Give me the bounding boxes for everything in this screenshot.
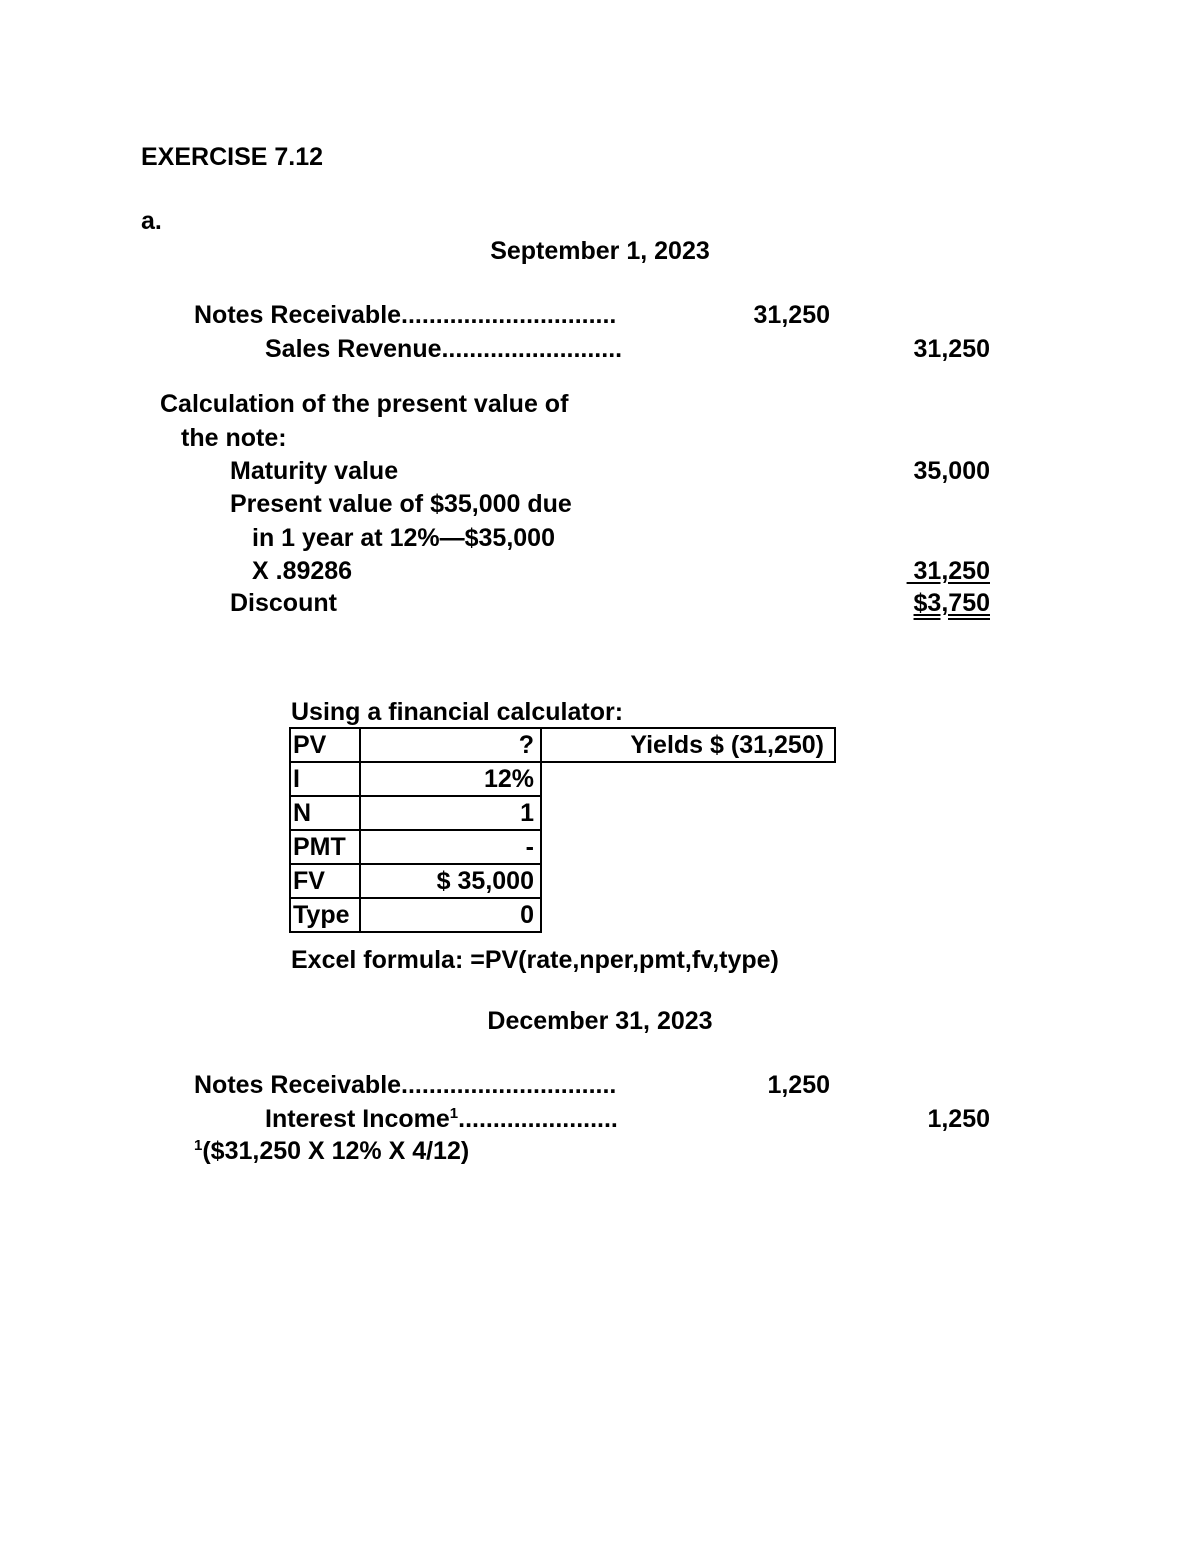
table-cell-value: ? — [360, 728, 541, 762]
table-cell-value: $ 35,000 — [360, 864, 541, 898]
pv-line2: in 1 year at 12%—$35,000 — [252, 524, 555, 552]
entry2-credit-account — [265, 1104, 618, 1134]
footnote — [194, 1136, 469, 1166]
table-row — [290, 762, 835, 796]
table-cell-label: PMT — [290, 830, 360, 864]
maturity-label: Maturity value — [230, 457, 399, 485]
entry1-credit-account: Sales Revenue.......................... — [265, 335, 623, 363]
discount-amount: $3,750 — [913, 589, 990, 617]
discount-label: Discount — [230, 589, 337, 617]
table-cell-label: PV — [290, 728, 360, 762]
footnote-ref: 1 — [449, 1105, 459, 1122]
calculator-heading: Using a financial calculator: — [291, 698, 624, 726]
table-cell-label: Type — [290, 898, 360, 932]
table-row — [290, 830, 835, 864]
calculator-table — [289, 727, 836, 933]
entry1-debit-account: Notes Receivable............................... — [194, 301, 617, 329]
excel-formula: Excel formula: =PV(rate,nper,pmt,fv,type) — [291, 946, 779, 974]
entry1-date: September 1, 2023 — [490, 237, 710, 265]
entry2-credit-amount: 1,250 — [927, 1105, 990, 1133]
entry1-credit-amount: 31,250 — [913, 335, 990, 363]
table-row — [290, 728, 835, 762]
table-cell-result: Yields $ (31,250) — [541, 728, 835, 762]
credit-account-dots: ....................... — [458, 1105, 618, 1133]
credit-account-name: Interest Income — [265, 1105, 450, 1133]
table-cell-value: - — [360, 830, 541, 864]
table-row — [290, 864, 835, 898]
table-cell-label: I — [290, 762, 360, 796]
exercise-title: EXERCISE 7.12 — [141, 143, 324, 171]
entry2-debit-account: Notes Receivable............................... — [194, 1071, 617, 1099]
pv-line3: X .89286 — [252, 557, 353, 585]
part-label: a. — [141, 207, 162, 235]
entry2-date: December 31, 2023 — [487, 1007, 713, 1035]
maturity-amount: 35,000 — [913, 457, 990, 485]
table-row — [290, 898, 835, 932]
footnote-text: ($31,250 X 12% X 4/12) — [202, 1137, 470, 1165]
calc-heading-line1: Calculation of the present value of — [160, 390, 569, 418]
table-cell-value: 12% — [360, 762, 541, 796]
table-row — [290, 796, 835, 830]
entry2-debit-amount: 1,250 — [767, 1071, 830, 1099]
table-cell-value: 0 — [360, 898, 541, 932]
footnote-marker: 1 — [194, 1137, 203, 1154]
pv-line1: Present value of $35,000 due — [230, 490, 572, 518]
entry1-debit-amount: 31,250 — [753, 301, 830, 329]
pv-amount: 31,250 — [906, 557, 990, 585]
table-cell-label: FV — [290, 864, 360, 898]
table-cell-value: 1 — [360, 796, 541, 830]
table-cell-label: N — [290, 796, 360, 830]
calc-heading-line2: the note: — [181, 424, 287, 452]
